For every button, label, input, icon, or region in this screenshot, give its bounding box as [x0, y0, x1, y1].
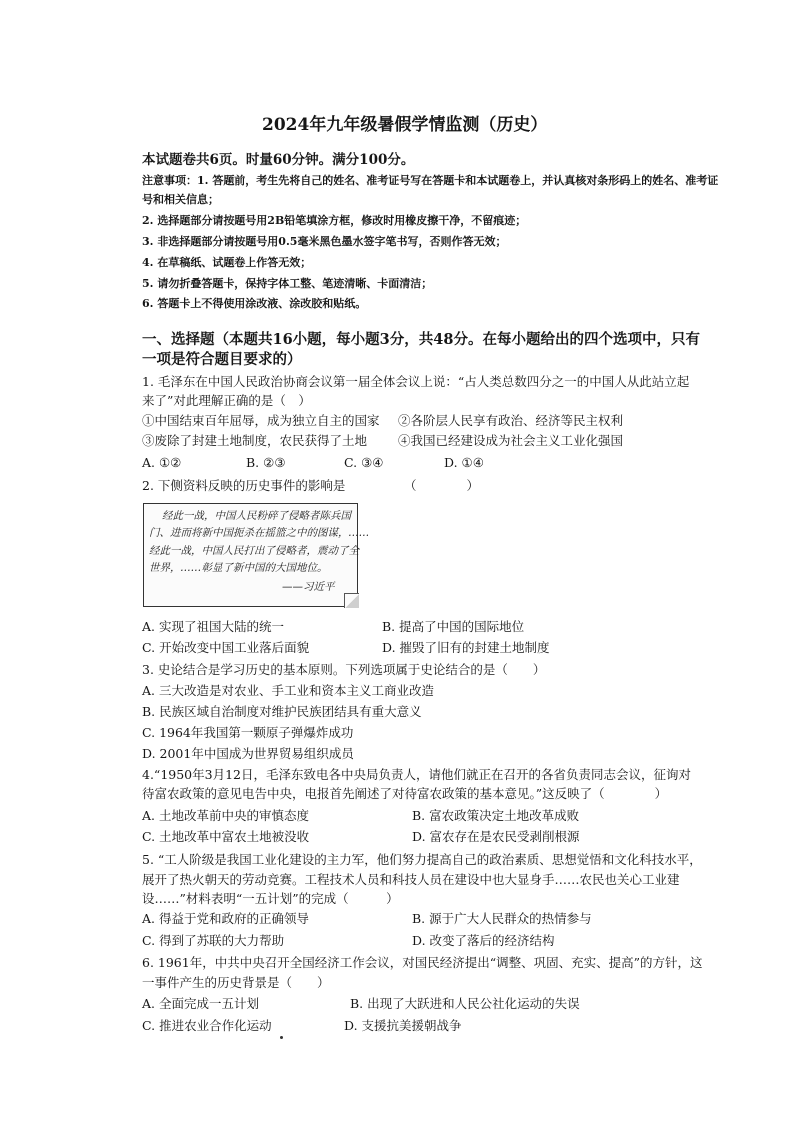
question-4-stem: 4.“1950年3月12日，毛泽东致电各中央局负责人，请他们就正在召开的各省负责同志会议，征询对: [142, 767, 691, 782]
quote-line: 经此一战，中国人民粉碎了侵略者陈兵国: [162, 510, 351, 522]
question-4-stem: 待富农政策的意见电告中央，电报首先阐述了对待富农政策的基本意见。”这反映了（ ）: [142, 786, 668, 801]
question-1-option-d: D. ①④: [444, 455, 484, 470]
note-line: 3. 非选择题部分请按题号用0.5毫米黑色墨水签字笔书写，否则作答无效；: [142, 235, 507, 248]
question-6-option-a: A. 全面完成一五计划: [142, 996, 259, 1011]
quote-author: ——习近平: [282, 581, 335, 593]
question-6-option-d: D. 支援抗美援朝战争: [344, 1018, 462, 1033]
section-heading: 一、选择题（本题共16小题，每小题3分，共48分。在每小题给出的四个选项中，只有: [142, 331, 700, 348]
question-4-option-a: A. 土地改革前中央的审慎态度: [142, 808, 309, 823]
question-3-option-a: A. 三大改造是对农业、手工业和资本主义工商业改造: [142, 683, 434, 698]
question-6-option-b: B. 出现了大跃进和人民公社化运动的失误: [350, 996, 580, 1011]
note-line: 注意事项：1. 答题前，考生先将自己的姓名、准考证号写在答题卡和本试题卷上，并认真核对条形码上的姓名、准考证: [142, 174, 719, 187]
question-5-option-d: D. 改变了落后的经济结构: [412, 933, 555, 948]
question-5-option-c: C. 得到了苏联的大力帮助: [142, 933, 285, 948]
note-line: 6. 答题卡上不得使用涂改液、涂改胶和贴纸。: [142, 297, 367, 310]
question-3-option-c: C. 1964年我国第一颗原子弹爆炸成功: [142, 725, 354, 740]
quote-line: 经此一战，中国人民打出了侵略者，震动了全: [149, 545, 359, 557]
answer-paren: （ ）: [404, 478, 480, 493]
question-5-stem: 设……”材料表明“一五计划”的完成（ ）: [142, 891, 399, 906]
question-5-option-b: B. 源于广大人民群众的热情参与: [412, 911, 592, 926]
question-2-option-a: A. 实现了祖国大陆的统一: [142, 619, 284, 634]
question-3-stem: 3. 史论结合是学习历史的基本原则。下列选项属于史论结合的是（ ）: [142, 662, 546, 677]
question-6-stem: 一事件产生的历史背景是（ ）: [142, 975, 330, 990]
question-1-statement: ②各阶层人民享有政治、经济等民主权利: [398, 413, 624, 428]
question-1-option-a: A. ①②: [142, 455, 182, 470]
question-1-stem: 1. 毛泽东在中国人民政治协商会议第一届全体会议上说：“占人类总数四分之一的中国人从此站立起: [142, 374, 690, 389]
note-line: 4. 在草稿纸、试题卷上作答无效；: [142, 256, 312, 269]
note-line: 2. 选择题部分请按题号用2B铅笔填涂方框，修改时用橡皮擦干净，不留痕迹；: [142, 214, 527, 227]
question-5-option-a: A. 得益于党和政府的正确领导: [142, 911, 309, 926]
note-line: 5. 请勿折叠答题卡，保持字体工整、笔迹清晰、卡面清洁；: [142, 277, 433, 290]
question-4-option-d: D. 富农存在是农民受剥削根源: [412, 829, 580, 844]
question-4-option-c: C. 土地改革中富农土地被没收: [142, 829, 310, 844]
note-line: 号和相关信息；: [142, 193, 219, 206]
question-1-statement: ④我国已经建设成为社会主义工业化强国: [398, 433, 624, 448]
question-5-stem: 展开了热火朝天的劳动竞赛。工程技术人员和科技人员在建设中也大显身手……农民也关心工业建: [142, 872, 680, 887]
question-6-option-c: C. 推进农业合作化运动: [142, 1018, 272, 1033]
quote-line: 门、进而将新中国扼杀在摇篮之中的图谋，……: [149, 527, 370, 539]
question-2-option-b: B. 提高了中国的国际地位: [382, 619, 525, 634]
section-heading: 一项是符合题目要求的）: [142, 351, 302, 368]
scan-speck: [280, 1036, 283, 1039]
question-2-option-d: D. 摧毁了旧有的封建土地制度: [382, 640, 550, 655]
quote-line: 世界，……彰显了新中国的大国地位。: [149, 562, 328, 574]
question-6-stem: 6. 1961年，中共中央召开全国经济工作会议，对国民经济提出“调整、巩固、充实、提高”的方针，这: [142, 955, 703, 970]
question-1-statement: ①中国结束百年屈辱，成为独立自主的国家: [142, 413, 380, 428]
question-3-option-b: B. 民族区域自治制度对维护民族团结具有重大意义: [142, 704, 422, 719]
question-3-option-d: D. 2001年中国成为世界贸易组织成员: [142, 746, 354, 761]
exam-title: 2024年九年级暑假学情监测（历史）: [262, 115, 548, 135]
question-1-stem: 来了”对此理解正确的是（ ）: [142, 393, 311, 408]
page-curl-decoration: [344, 593, 359, 608]
question-2-option-c: C. 开始改变中国工业落后面貌: [142, 640, 310, 655]
question-5-stem: 5. “工人阶级是我国工业化建设的主力军，他们努力提高自己的政治素质、思想觉悟和文化科技水平，: [142, 852, 702, 867]
question-1-statement: ③废除了封建土地制度，农民获得了土地: [142, 433, 368, 448]
question-2-stem: 2. 下侧资料反映的历史事件的影响是: [142, 478, 346, 493]
question-1-option-b: B. ②③: [246, 455, 286, 470]
exam-info: 本试题卷共6页。时量60分钟。满分100分。: [142, 152, 415, 168]
question-1-option-c: C. ③④: [344, 455, 384, 470]
question-4-option-b: B. 富农政策决定土地改革成败: [412, 808, 580, 823]
